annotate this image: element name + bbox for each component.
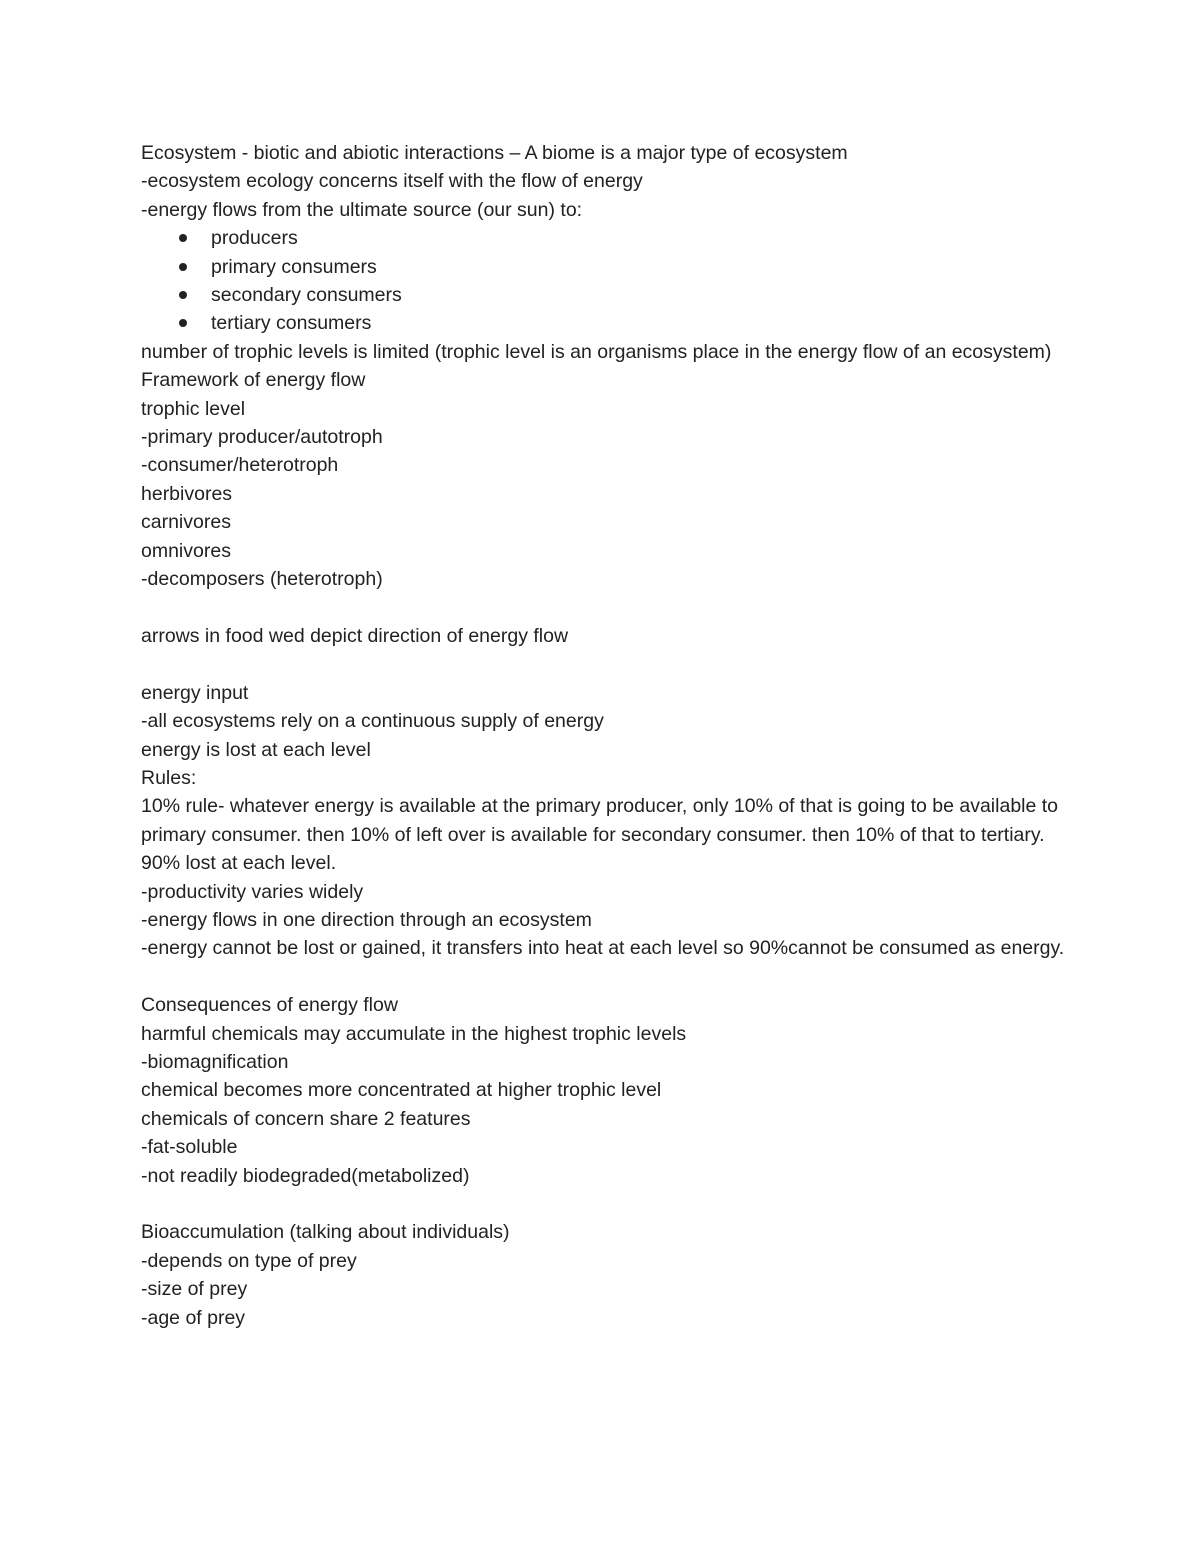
text-line: -biomagnification [141,1050,289,1073]
bullet-icon [179,263,187,271]
text-line: -not readily biodegraded(metabolized) [141,1164,470,1187]
text-line: -energy flows from the ultimate source (our sun) to: [141,198,583,221]
text-line: -productivity varies widely [141,880,364,903]
bullet-icon [179,319,187,327]
text-line: Rules: [141,766,197,789]
list-item-text: tertiary consumers [211,312,372,335]
text-line: arrows in food wed depict direction of energy flow [141,624,569,647]
list-item-text: primary consumers [211,255,377,278]
text-line: -all ecosystems rely on a continuous supply of energy [141,710,604,733]
text-line: number of trophic levels is limited (trophic level is an organisms place in the energy flow of an ecosystem) [141,340,1052,363]
list-item [141,281,1071,309]
list-item [141,253,1071,281]
text-line: -depends on type of prey [141,1249,357,1272]
text-line: chemicals of concern share 2 features [141,1107,471,1130]
text-line: -age of prey [141,1306,246,1329]
spacer [141,594,1071,622]
heading-line: energy input [141,681,249,704]
document-body [141,139,1071,1332]
text-line: -fat-soluble [141,1136,238,1159]
text-line: -primary producer/autotroph [141,426,383,449]
text-line: trophic level [141,397,246,420]
text-line: -consumer/heterotroph [141,454,339,477]
list-item [141,224,1071,252]
list-item-text: producers [211,227,298,250]
text-line: -decomposers (heterotroph) [141,568,383,591]
heading-line: Consequences of energy flow [141,994,398,1017]
text-line: chemical becomes more concentrated at higher trophic level [141,1079,662,1102]
bullet-icon [179,234,187,242]
text-line: Ecosystem - biotic and abiotic interactions – A biome is a major type of ecosystem [141,142,848,164]
text-line: harmful chemicals may accumulate in the highest trophic levels [141,1022,687,1045]
text-line: -ecosystem ecology concerns itself with the flow of energy [141,170,643,193]
text-line: 10% rule- whatever energy is available at the primary producer, only 10% of that is going to be available to primary consumer. then 10% of left over is available for secondary consumer. then 10% of that to tertiary. 90% lost at each level. [141,795,1059,875]
list-item [141,309,1071,337]
text-line: -energy flows in one direction through an ecosystem [141,908,592,931]
text-line: carnivores [141,511,231,534]
text-line: -size of prey [141,1278,248,1301]
text-line: -energy cannot be lost or gained, it transfers into heat at each level so 90%cannot be consumed as energy. [141,937,1065,960]
text-line: herbivores [141,482,233,505]
bullet-list [141,224,1071,338]
text-line: omnivores [141,539,231,562]
spacer [141,1190,1071,1218]
spacer [141,650,1071,678]
spacer [141,963,1071,991]
text-line: energy is lost at each level [141,738,371,761]
heading-line: Framework of energy flow [141,369,366,392]
list-item-text: secondary consumers [211,284,402,307]
bullet-icon [179,291,187,299]
heading-line: Bioaccumulation (talking about individuals) [141,1221,510,1244]
